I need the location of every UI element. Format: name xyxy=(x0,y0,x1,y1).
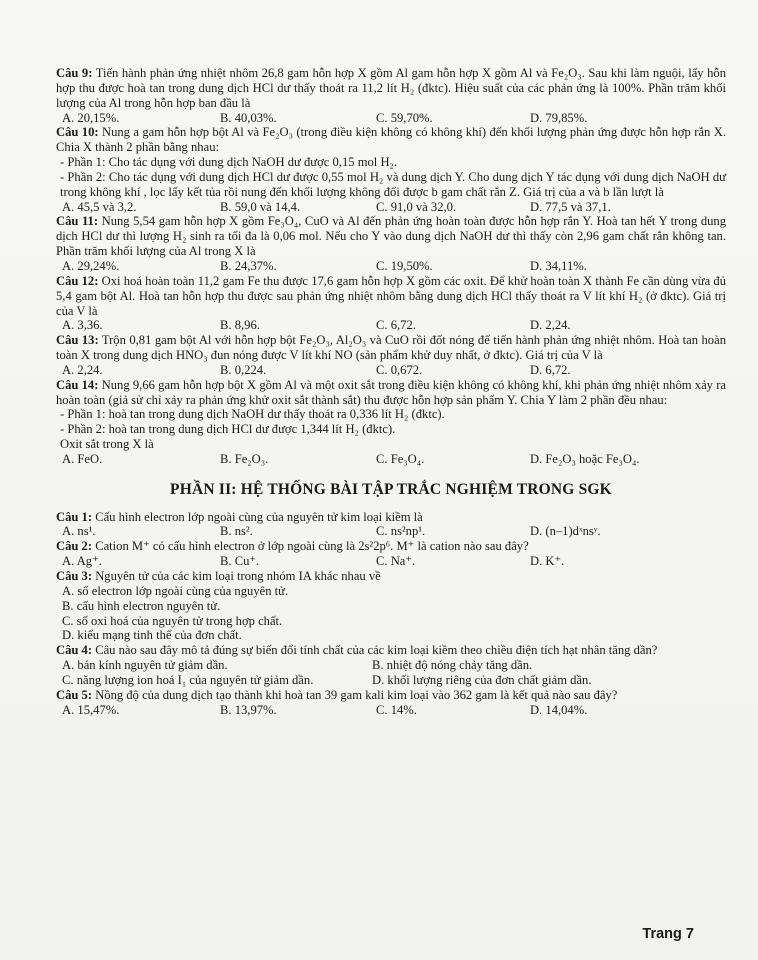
answer-options xyxy=(56,554,726,569)
question-part-1: - Phần 1: Cho tác dụng với dung dịch NaOH dư được 0,15 mol H₂. xyxy=(60,155,398,170)
option-d: D. 2,24. xyxy=(530,318,571,333)
question-1 xyxy=(56,510,726,540)
option-a: A. 20,15%. xyxy=(62,110,120,125)
option-d: D. Fe₂O₃ hoặc Fe₃O₄. xyxy=(530,451,640,466)
option-d: D. 34,11%. xyxy=(530,258,587,273)
question-5 xyxy=(56,688,726,718)
option-d: D. K⁺. xyxy=(530,554,565,569)
question-label: Câu 1: xyxy=(56,509,93,524)
answer-options-row-1 xyxy=(56,658,726,673)
option-d: D. 6,72. xyxy=(530,362,571,377)
option-c: C. Fe₃O₄. xyxy=(376,451,425,466)
option-d: D. kiểu mạng tinh thể của đơn chất. xyxy=(62,628,242,643)
option-c: C. 0,672. xyxy=(376,362,423,377)
option-c: C. ns²np¹. xyxy=(376,524,426,539)
option-c: C. 6,72. xyxy=(376,318,416,333)
answer-options xyxy=(56,318,726,333)
question-13 xyxy=(56,333,726,378)
question-label: Câu 4: xyxy=(56,643,93,658)
answer-options-row-2 xyxy=(56,673,726,688)
option-c: C. số oxi hoá của nguyên tử trong hợp chất. xyxy=(62,613,283,628)
question-part-1: - Phần 1: hoà tan trong dung dịch NaOH dư thấy thoát ra 0,336 lít H₂ (đktc). xyxy=(60,407,445,422)
option-c: C. 19,50%. xyxy=(376,258,433,273)
section-title: PHẦN II: HỆ THỐNG BÀI TẬP TRẮC NGHIỆM TRONG SGK xyxy=(170,480,612,498)
option-b: B. ns². xyxy=(220,524,253,539)
option-b: B. Fe₂O₃. xyxy=(220,451,269,466)
question-text: Nung a gam hỗn hợp bột Al và Fe₂O₃ (trong điều kiện không có không khí) đến khối lượng phản ứng được hỗn hợp rắn X. Chia X thành 2 phần bằng nhau: xyxy=(56,125,726,155)
question-text: Tiến hành phản ứng nhiệt nhôm 26,8 gam hỗn hợp X gồm Al gam hỗn hợp X gồm Al và Fe₂O₃. Sau khi làm nguội, lấy hỗn hợp thu được hoà tan trong dung dịch HCl dư thấy thoát ra 11,2 lít H₂ (đktc). Hiệu suất của các phản ứng là 100%. Phần trăm khối lượng của Al trong hỗn hợp ban đầu là xyxy=(56,66,726,110)
option-b: B. 0,224. xyxy=(220,362,267,377)
question-2 xyxy=(56,539,726,569)
option-c: C. 59,70%. xyxy=(376,110,433,125)
option-c: C. 91,0 và 32,0. xyxy=(376,199,457,214)
question-9 xyxy=(56,66,726,125)
question-text: Nung 9,66 gam hỗn hợp bột X gồm Al và một oxit sắt trong điều kiện không có không khí, khi phản ứng nhiệt nhôm xảy ra hoàn toàn (giả sử chỉ xảy ra phản ứng khử oxit sắt thành sắt) thu được hỗn hợp sản phẩm Y. Chia Y làm 2 phần đều nhau: xyxy=(56,377,726,407)
option-a: A. bán kính nguyên tử giảm dần. xyxy=(62,658,228,673)
option-a: A. 3,36. xyxy=(62,318,103,333)
question-label: Câu 12: xyxy=(56,273,99,288)
part2-questions xyxy=(56,510,726,718)
question-label: Câu 10: xyxy=(56,125,99,140)
question-10 xyxy=(56,125,726,214)
question-text: Nung 5,54 gam hỗn hợp X gồm Fe₃O₄, CuO và Al đến phản ứng hoàn toàn được hỗn hợp rắn Y. Hoà tan hết Y trong dung dịch HCl dư thì lượng H₂ sinh ra tối đa là 0,06 mol. Nếu cho Y vào dung dịch NaOH dư thì thấy còn 2,96 gam chất rắn không tan. Phần trăm khối lượng của Al trong X là xyxy=(56,214,727,259)
question-text: Cấu hình electron lớp ngoài cùng của nguyên tử kim loại kiềm là xyxy=(92,509,423,524)
question-text: Oxi hoá hoàn toàn 11,2 gam Fe thu được 17,6 gam hỗn hợp X gồm các oxit. Để khử hoàn toàn X thành Fe cần dùng vừa đủ 5,4 gam bột Al. Hoà tan hỗn hợp thu được sau phản ứng nhiệt nhôm bằng dung dịch HCl thấy thoát ra V lít khí H₂ (ở đktc). Giá trị của V là xyxy=(56,273,726,318)
option-b: B. nhiệt độ nóng chảy tăng dần. xyxy=(372,658,533,673)
option-a: A. số electron lớp ngoài cùng của nguyên tử. xyxy=(62,583,289,598)
option-a: A. 15,47%. xyxy=(62,702,120,717)
page-content xyxy=(56,66,726,717)
question-part-2: - Phần 2: hoà tan trong dung dịch HCl dư được 1,344 lít H₂ (đktc). xyxy=(60,422,396,437)
option-c: C. 14%. xyxy=(376,702,417,717)
question-14 xyxy=(56,378,726,467)
answer-options xyxy=(56,111,726,126)
option-a: A. 2,24. xyxy=(62,362,103,377)
question-text: Nồng độ của dung dịch tạo thành khi hoà tan 39 gam kali kim loại vào 362 gam là kết quả nào sau đây? xyxy=(92,687,618,702)
option-d: D. 79,85%. xyxy=(530,110,588,125)
question-11 xyxy=(56,214,726,273)
option-d: D. 14,04%. xyxy=(530,702,588,717)
option-a: A. 29,24%. xyxy=(62,258,120,273)
option-b: B. 8,96. xyxy=(220,318,260,333)
option-a: A. Ag⁺. xyxy=(62,554,102,569)
option-c: C. Na⁺. xyxy=(376,554,416,569)
question-text: Trộn 0,81 gam bột Al với hỗn hợp bột Fe₂O₃, Al₂O₃ và CuO rồi đốt nóng để tiến hành phản ứng nhiệt nhôm. Hoà tan hoàn toàn X trong dung dịch HNO₃ đun nóng được V lít khí NO (sản phẩm khử duy nhất, ở đktc). Giá trị của V là xyxy=(56,333,726,363)
question-prompt: Oxit sắt trong X là xyxy=(60,437,154,452)
option-b: B. 59,0 và 14,4. xyxy=(220,199,301,214)
option-a: A. FeO. xyxy=(62,451,103,466)
option-b: B. Cu⁺. xyxy=(220,554,260,569)
option-b: B. 24,37%. xyxy=(220,258,277,273)
option-b: B. 40,03%. xyxy=(220,110,277,125)
option-d: D. (n–1)dˣnsʸ. xyxy=(530,524,601,539)
question-4 xyxy=(56,643,726,688)
question-label: Câu 2: xyxy=(56,539,93,554)
answer-options xyxy=(56,363,726,378)
answer-options xyxy=(56,259,726,274)
question-label: Câu 11: xyxy=(56,214,99,229)
option-b: B. 13,97%. xyxy=(220,702,277,717)
question-12 xyxy=(56,274,726,333)
option-a: A. 45,5 và 3,2. xyxy=(62,199,137,214)
question-label: Câu 9: xyxy=(56,66,93,80)
question-3 xyxy=(56,569,726,643)
option-c: C. năng lượng ion hoá I₁ của nguyên tử giảm dần. xyxy=(62,672,314,687)
question-label: Câu 14: xyxy=(56,377,99,392)
question-text: Nguyên tử của các kim loại trong nhóm IA khác nhau về xyxy=(92,569,381,583)
page-number: Trang 7 xyxy=(642,926,694,942)
option-d: D. 77,5 và 37,1. xyxy=(530,199,611,214)
answer-options xyxy=(56,200,726,215)
question-label: Câu 3: xyxy=(56,569,93,583)
question-text: Câu nào sau đây mô tả đúng sự biến đổi tính chất của các kim loại kiềm theo chiều điện tích hạt nhân tăng dần? xyxy=(92,643,658,658)
part1-questions xyxy=(56,66,726,467)
question-part-2: - Phần 2: Cho tác dụng với dung dịch HCl dư được 0,55 mol H₂ và dung dịch Y. Cho dung dịch Y tác dụng với dung dịch NaOH dư trong không khí , lọc lấy kết tủa rồi nung đến khối lượng không đổi được b gam chất rắn Z. Giá trị của a và b lần lượt là xyxy=(60,169,726,199)
option-d: D. khối lượng riêng của đơn chất giảm dần. xyxy=(372,672,592,687)
option-b: B. cấu hình electron nguyên tử. xyxy=(62,598,221,613)
question-label: Câu 13: xyxy=(56,333,99,348)
option-a: A. ns¹. xyxy=(62,524,96,539)
question-text: Cation M⁺ có cấu hình electron ở lớp ngoài cùng là 2s²2p⁶. M⁺ là cation nào sau đây? xyxy=(92,539,529,554)
answer-options xyxy=(56,703,726,718)
answer-options xyxy=(56,524,726,539)
answer-options xyxy=(56,452,726,467)
question-label: Câu 5: xyxy=(56,687,93,702)
